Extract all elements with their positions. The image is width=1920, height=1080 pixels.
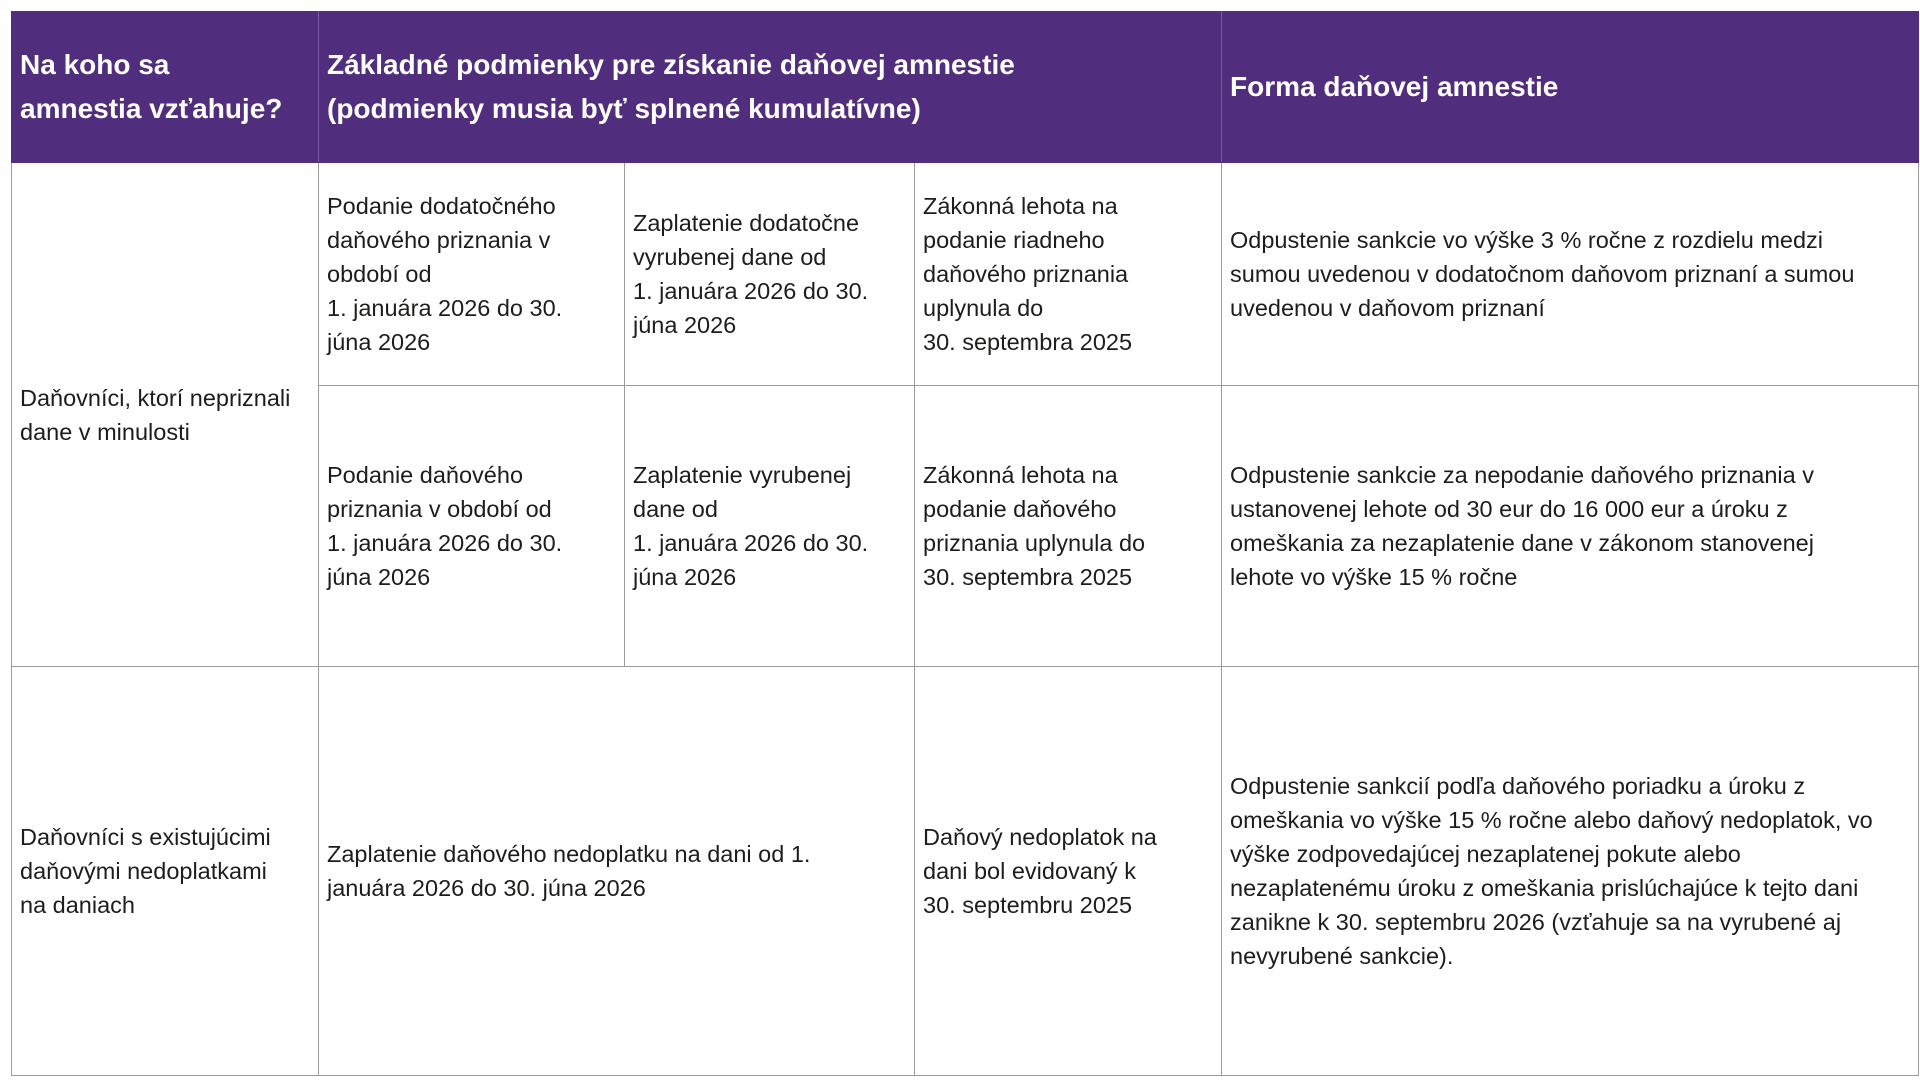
cell-condition-payment: Zaplatenie dodatočne vyrubenej dane od 1. januára 2026 do 30. júna 2026 (625, 163, 915, 386)
cell-form: Odpustenie sankcie za nepodanie daňového priznania v ustanovenej lehote od 30 eur do 16 000 eur a úroku z omeškania za nezaplatenie dane v zákonom stanovenej lehote vo výške 15 % ročne (1222, 386, 1919, 667)
table-header-row (12, 12, 1919, 163)
header-who: Na koho sa amnestia vzťahuje? (12, 12, 319, 163)
table-row (12, 667, 1919, 1076)
cell-condition-deadline: Zákonná lehota na podanie daňového priznania uplynula do 30. septembra 2025 (915, 386, 1222, 667)
amnesty-table-wrapper (11, 11, 1919, 1076)
cell-who-arrears: Daňovníci s existujúcimi daňovými nedoplatkami na daniach (12, 667, 319, 1076)
cell-form: Odpustenie sankcií podľa daňového poriadku a úroku z omeškania vo výške 15 % ročne alebo daňový nedoplatok, vo výške zodpovedajúcej nezaplatenej pokute alebo nezaplatenému úroku z omeškania prislúchajúce k tejto dani zanikne k 30. septembru 2026 (vzťahuje sa na vyrubené aj nevyrubené sankcie). (1222, 667, 1919, 1076)
table-row (12, 163, 1919, 386)
header-form: Forma daňovej amnestie (1222, 12, 1919, 163)
cell-condition-payment-arrears: Zaplatenie daňového nedoplatku na dani od 1. januára 2026 do 30. júna 2026 (319, 667, 915, 1076)
cell-condition-filing: Podanie dodatočného daňového priznania v období od 1. januára 2026 do 30. júna 2026 (319, 163, 625, 386)
tax-amnesty-table (11, 11, 1919, 1076)
header-conditions: Základné podmienky pre získanie daňovej amnestie (podmienky musia byť splnené kumulatívne) (319, 12, 1222, 163)
cell-condition-filing: Podanie daňového priznania v období od 1. januára 2026 do 30. júna 2026 (319, 386, 625, 667)
cell-form: Odpustenie sankcie vo výške 3 % ročne z rozdielu medzi sumou uvedenou v dodatočnom daňovom priznaní a sumou uvedenou v daňovom priznaní (1222, 163, 1919, 386)
cell-who-unreported: Daňovníci, ktorí nepriznali dane v minulosti (12, 163, 319, 667)
cell-condition-payment: Zaplatenie vyrubenej dane od 1. januára 2026 do 30. júna 2026 (625, 386, 915, 667)
cell-condition-deadline: Zákonná lehota na podanie riadneho daňového priznania uplynula do 30. septembra 2025 (915, 163, 1222, 386)
cell-condition-deadline: Daňový nedoplatok na dani bol evidovaný k 30. septembru 2025 (915, 667, 1222, 1076)
